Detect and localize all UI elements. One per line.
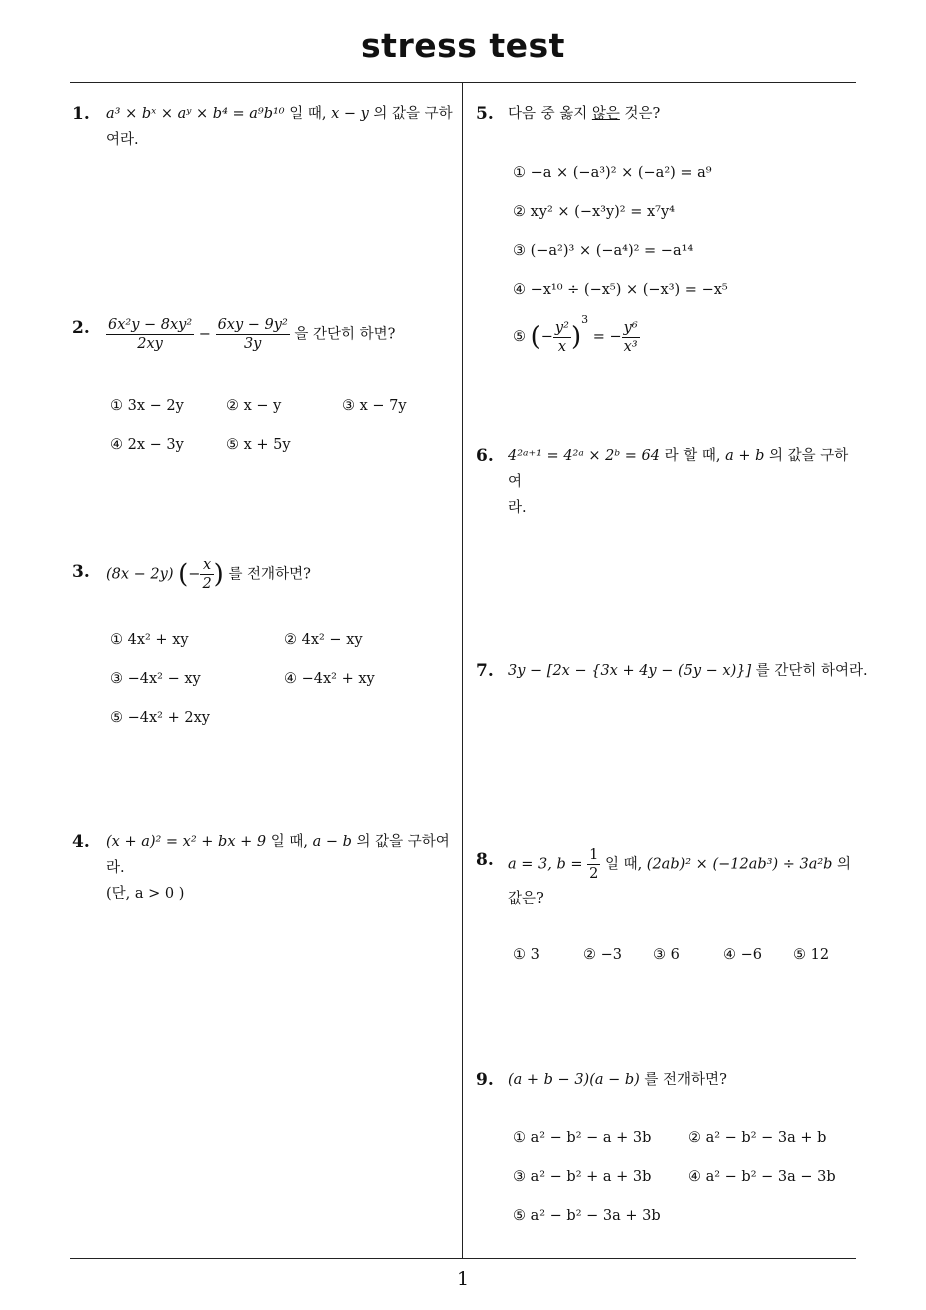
text: 일 때, bbox=[284, 106, 332, 122]
column-divider bbox=[462, 83, 463, 1259]
math-expression: (a + b − 3)(a − b) bbox=[508, 1072, 640, 1088]
text: 것은? bbox=[619, 106, 661, 122]
option-2[interactable]: ② a² − b² − 3a + b bbox=[688, 1130, 827, 1146]
math-expression: a = 3, b = bbox=[508, 856, 588, 873]
math-expression: a + b bbox=[725, 448, 765, 464]
option-1[interactable]: ① 3x − 2y bbox=[110, 398, 184, 414]
option-5[interactable]: ⑤ −4x² + 2xy bbox=[110, 710, 210, 726]
minus-sign: − bbox=[188, 566, 201, 583]
text: 여라. bbox=[106, 132, 139, 148]
question-number: 2. bbox=[72, 318, 90, 338]
question-number: 4. bbox=[72, 832, 90, 852]
question-text bbox=[508, 1067, 727, 1093]
exponent: 3 bbox=[581, 313, 589, 326]
question-number: 3. bbox=[72, 562, 90, 582]
text: 의 값을 구하 bbox=[368, 106, 453, 122]
math-expression: a³ × bˣ × aʸ × b⁴ = a⁹b¹⁰ bbox=[106, 106, 285, 122]
option-5[interactable]: ⑤ a² − b² − 3a + 3b bbox=[513, 1208, 661, 1224]
question-text-line-2: 값은? bbox=[508, 891, 544, 907]
math-expression: x − y bbox=[331, 106, 369, 122]
math-expression: (x + a)² = x² + bx + 9 bbox=[106, 834, 267, 850]
fraction: $\frac{1}{2}$ bbox=[589, 847, 599, 882]
option-2[interactable]: ② x − y bbox=[226, 398, 282, 414]
text: 를 전개하면? bbox=[228, 566, 311, 583]
option-1[interactable]: ① a² − b² − a + 3b bbox=[513, 1130, 652, 1146]
fraction: $\frac{\text{6xy − 9y²}}{3y}$ bbox=[217, 317, 288, 352]
question-number: 6. bbox=[476, 446, 494, 466]
fraction: $\frac{\text{y²}}{x}$ bbox=[554, 319, 569, 355]
text: 라. bbox=[508, 500, 527, 516]
right-paren: ) bbox=[213, 559, 224, 590]
minus-sign: − bbox=[198, 326, 211, 343]
fraction: $\frac{\text{y⁶}}{\text{x³}}$ bbox=[623, 319, 638, 355]
math-expression: (8x − 2y) bbox=[106, 566, 174, 583]
option-3[interactable]: ③ x − 7y bbox=[342, 398, 407, 414]
text: 를 전개하면? bbox=[639, 1072, 727, 1088]
question-number: 9. bbox=[476, 1070, 494, 1090]
question-text bbox=[508, 658, 868, 684]
option-3[interactable]: ③ −4x² − xy bbox=[110, 671, 201, 687]
question-text bbox=[106, 556, 311, 593]
question-number: 5. bbox=[476, 104, 494, 124]
option-1[interactable]: ① −a × (−a³)² × (−a²) = a⁹ bbox=[513, 165, 712, 181]
option-4[interactable]: ④ −4x² + xy bbox=[284, 671, 375, 687]
option-5[interactable]: ⑤ x + 5y bbox=[226, 437, 291, 453]
option-1[interactable]: ① 3 bbox=[513, 947, 540, 963]
question-text bbox=[106, 829, 458, 907]
math-expression: 4²ᵃ⁺¹ = 4²ᵃ × 2ᵇ = 64 bbox=[508, 448, 661, 464]
option-label: ⑤ bbox=[513, 329, 526, 345]
option-5[interactable] bbox=[513, 310, 640, 356]
page-number: 1 bbox=[456, 1268, 470, 1290]
text: 라 할 때, bbox=[660, 448, 726, 464]
question-number: 7. bbox=[476, 661, 494, 681]
footer-rule bbox=[70, 1258, 856, 1259]
option-3[interactable]: ③ 6 bbox=[653, 947, 680, 963]
text: 다음 중 옳지 bbox=[508, 106, 592, 122]
option-4[interactable]: ④ −x¹⁰ ÷ (−x⁵) × (−x³) = −x⁵ bbox=[513, 282, 728, 298]
minus-sign: − bbox=[540, 329, 553, 345]
option-4[interactable]: ④ a² − b² − 3a − 3b bbox=[688, 1169, 836, 1185]
page-title: stress test bbox=[361, 26, 565, 65]
fraction: $\frac{\text{6x²y − 8xy²}}{2xy}$ bbox=[108, 317, 193, 352]
text: 를 간단히 하여라. bbox=[751, 663, 868, 679]
fraction: $\frac{x}{2}$ bbox=[202, 557, 212, 592]
math-expression: a − b bbox=[312, 834, 352, 850]
question-text bbox=[106, 101, 458, 153]
left-paren: ( bbox=[530, 322, 541, 352]
text: 일 때, bbox=[266, 834, 313, 850]
text: 을 간단히 하면? bbox=[294, 326, 396, 343]
question-number: 8. bbox=[476, 850, 494, 870]
option-3[interactable]: ③ a² − b² + a + 3b bbox=[513, 1169, 652, 1185]
option-4[interactable]: ④ −6 bbox=[723, 947, 762, 963]
math-expression: 3y − [2x − {3x + 4y − (5y − x)}] bbox=[508, 663, 752, 679]
right-paren: ) bbox=[570, 322, 582, 352]
math-expression: (2ab)² × (−12ab³) ÷ 3a²b bbox=[646, 856, 833, 873]
question-number: 1. bbox=[72, 104, 90, 124]
text: 의 값을 구하여 bbox=[508, 448, 849, 490]
option-5[interactable]: ⑤ 12 bbox=[793, 947, 830, 963]
equals-sign: = − bbox=[588, 329, 622, 345]
option-3[interactable]: ③ (−a²)³ × (−a⁴)² = −a¹⁴ bbox=[513, 243, 694, 259]
option-2[interactable]: ② −3 bbox=[583, 947, 622, 963]
question-text bbox=[508, 846, 851, 883]
condition-text: (단, a > 0 ) bbox=[106, 886, 185, 902]
option-2[interactable]: ② xy² × (−x³y)² = x⁷y⁴ bbox=[513, 204, 675, 220]
underlined-text: 않은 bbox=[591, 106, 620, 122]
question-text bbox=[106, 316, 395, 353]
text: 의 bbox=[832, 856, 852, 873]
option-1[interactable]: ① 4x² + xy bbox=[110, 632, 189, 648]
question-text bbox=[508, 101, 660, 127]
option-2[interactable]: ② 4x² − xy bbox=[284, 632, 363, 648]
left-paren: ( bbox=[178, 559, 189, 590]
text: 의 값을 구하여라. bbox=[106, 834, 450, 876]
question-text bbox=[508, 443, 858, 521]
option-4[interactable]: ④ 2x − 3y bbox=[110, 437, 184, 453]
text: 일 때, bbox=[600, 856, 647, 873]
header-rule bbox=[70, 82, 856, 83]
